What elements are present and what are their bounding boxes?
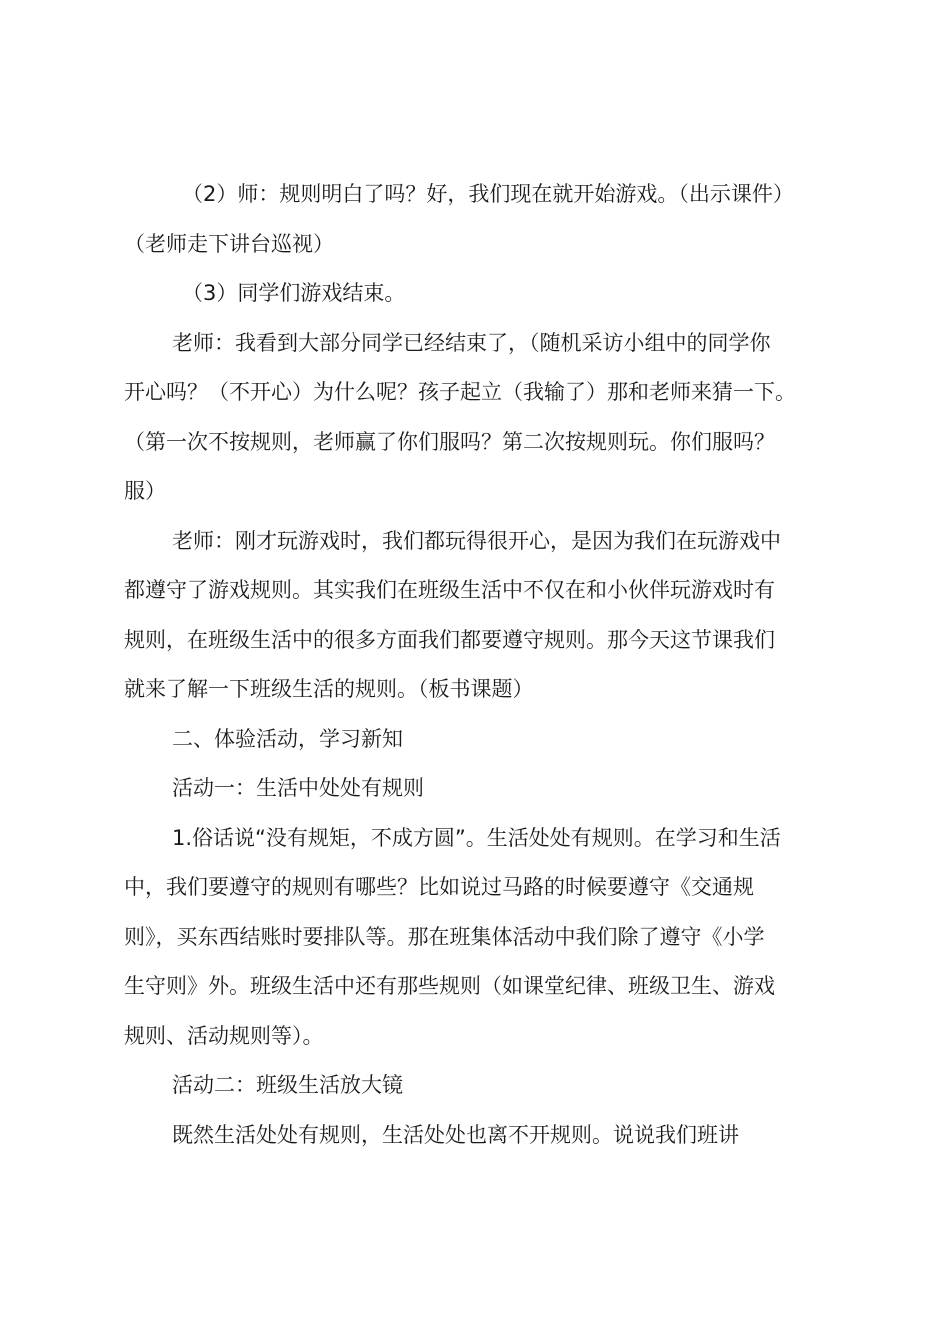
text-line: 既然生活处处有规则，生活处处也离不开规则。说说我们班讲 bbox=[172, 1122, 739, 1147]
activity-heading: 活动一：生活中处处有规则 bbox=[172, 776, 424, 800]
text-line: （3）同学们游戏结束。 bbox=[182, 281, 406, 305]
text-line: （第一次不按规则，老师赢了你们服吗？第二次按规则玩。你们服吗？ bbox=[124, 429, 775, 454]
text-line: 老师：刚才玩游戏时，我们都玩得很开心，是因为我们在玩游戏中 bbox=[172, 528, 781, 553]
text-line: 规则，在班级生活中的很多方面我们都要遵守规则。那今天这节课我们 bbox=[124, 627, 775, 652]
text-line: 都遵守了游戏规则。其实我们在班级生活中不仅在和小伙伴玩游戏时有 bbox=[124, 578, 775, 602]
text-line: 1.俗话说“没有规矩，不成方圆”。生活处处有规则。在学习和生活 bbox=[172, 825, 781, 850]
text-line: 老师：我看到大部分同学已经结束了，（随机采访小组中的同学你 bbox=[172, 330, 771, 355]
text-line: 中，我们要遵守的规则有哪些？比如说过马路的时候要遵守《交通规 bbox=[124, 875, 754, 899]
activity-heading: 活动二：班级生活放大镜 bbox=[172, 1073, 403, 1097]
document-body bbox=[124, 170, 836, 1160]
section-heading: 二、体验活动，学习新知 bbox=[172, 726, 403, 751]
text-line: 生守则》外。班级生活中还有那些规则（如课堂纪律、班级卫生、游戏 bbox=[124, 974, 775, 998]
text-line: （2）师：规则明白了吗？好，我们现在就开始游戏。（出示课件） bbox=[182, 182, 794, 206]
text-line: 则》，买东西结账时要排队等。那在班集体活动中我们除了遵守《小学 bbox=[124, 924, 765, 949]
text-line: 开心吗？（不开心）为什么呢？孩子起立（我输了）那和老师来猜一下。 bbox=[124, 380, 796, 404]
text-line: 规则、活动规则等）。 bbox=[124, 1023, 324, 1048]
text-line: 服） bbox=[124, 479, 166, 503]
text-line: （老师走下讲台巡视） bbox=[124, 231, 334, 256]
text-line: 就来了解一下班级生活的规则。（板书课题） bbox=[124, 677, 534, 701]
